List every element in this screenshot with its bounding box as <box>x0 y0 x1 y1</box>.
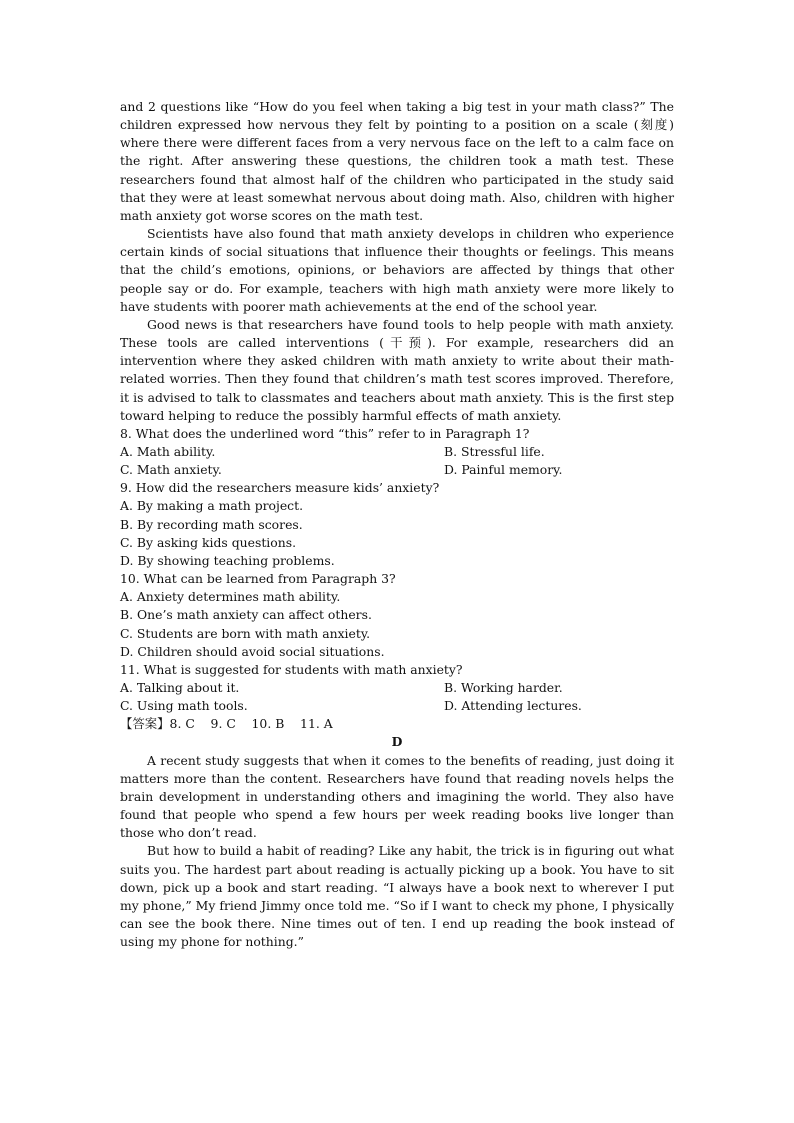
question-10-option-b: B. One’s math anxiety can affect others. <box>120 607 372 623</box>
passage-c-paragraph-2: Scientists have also found that math anxiety develops in children who experience certain kinds of social situations that influence their thoughts or feelings. This means that the child’s emotions, opinions, or behaviors are affected by things that other people say or do. For example, teachers with high math anxiety were more likely to have students with poorer math achievements at the end of the school year. <box>120 226 674 314</box>
question-9-option-d: D. By showing teaching problems. <box>120 552 335 568</box>
section-d-heading: D <box>391 734 403 750</box>
question-9 <box>120 479 674 570</box>
question-10 <box>120 570 674 661</box>
answer-key: 【答案】8. C 9. C 10. B 11. A <box>120 716 333 732</box>
question-11-option-d: D. Attending lectures. <box>444 698 582 714</box>
question-8-option-a: A. Math ability. <box>120 443 216 459</box>
passage-c-paragraph-3: Good news is that researchers have found tools to help people with math anxiety. These tools are called interventions (干预). For example, researchers did an intervention where they asked children with math anxiety to write about their math-related worries. Then they found that children’s math test scores improved. Therefore, it is advised to talk to classmates and teachers about math anxiety. This is the first step toward helping to reduce the possibly harmful effects of math anxiety. <box>120 316 674 423</box>
question-8-options-row-2 <box>120 461 674 479</box>
question-8-option-c: C. Math anxiety. <box>120 462 222 478</box>
question-11-stem: 11. What is suggested for students with math anxiety? <box>120 661 463 677</box>
question-11-options-row-1 <box>120 679 674 697</box>
question-8-option-b: B. Stressful life. <box>444 443 545 459</box>
question-10-option-a: A. Anxiety determines math ability. <box>120 589 341 605</box>
passage-c-paragraph-1-end: and 2 questions like “How do you feel when taking a big test in your math class?” The children expressed how nervous they felt by pointing to a position on a scale (刻度) where there were different faces from a very nervous face on the left to a calm face on the right. After answering these questions, the children took a math test. These researchers found that almost half of the children who participated in the study said that they were at least somewhat nervous about doing math. Also, children with higher math anxiety got worse scores on the math test. <box>120 99 674 223</box>
question-8-options-row-1 <box>120 443 674 461</box>
question-10-option-c: C. Students are born with math anxiety. <box>120 625 371 641</box>
question-10-stem: 10. What can be learned from Paragraph 3? <box>120 571 396 587</box>
question-8-stem: 8. What does the underlined word “this” refer to in Paragraph 1? <box>120 425 530 441</box>
question-11 <box>120 661 674 715</box>
document-page <box>120 98 674 951</box>
question-9-stem: 9. How did the researchers measure kids’ anxiety? <box>120 480 440 496</box>
question-11-option-b: B. Working harder. <box>444 680 563 695</box>
question-8 <box>120 425 674 479</box>
question-11-option-a: A. Talking about it. <box>120 680 240 695</box>
question-9-option-b: B. By recording math scores. <box>120 516 303 532</box>
question-9-option-c: C. By asking kids questions. <box>120 534 297 550</box>
question-8-option-d: D. Painful memory. <box>444 462 563 478</box>
question-10-option-d: D. Children should avoid social situations. <box>120 643 385 659</box>
question-11-options-row-2 <box>120 697 674 715</box>
section-d-paragraph-2: But how to build a habit of reading? Like any habit, the trick is in figuring out what suits you. The hardest part about reading is actually picking up a book. You have to sit down, pick up a book and start reading. “I always have a book next to wherever I put my phone,” My friend Jimmy once told me. “So if I want to check my phone, I physically can see the book there. Nine times out of ten. I end up reading the book instead of using my phone for nothing.” <box>120 843 674 950</box>
question-9-option-a: A. By making a math project. <box>120 498 304 514</box>
section-d-paragraph-1: A recent study suggests that when it comes to the benefits of reading, just doing it matters more than the content. Researchers have found that reading novels helps the brain development in understanding others and imagining the world. They also have found that people who spend a few hours per week reading books live longer than those who don’t read. <box>120 752 674 841</box>
question-11-option-c: C. Using math tools. <box>120 698 248 714</box>
